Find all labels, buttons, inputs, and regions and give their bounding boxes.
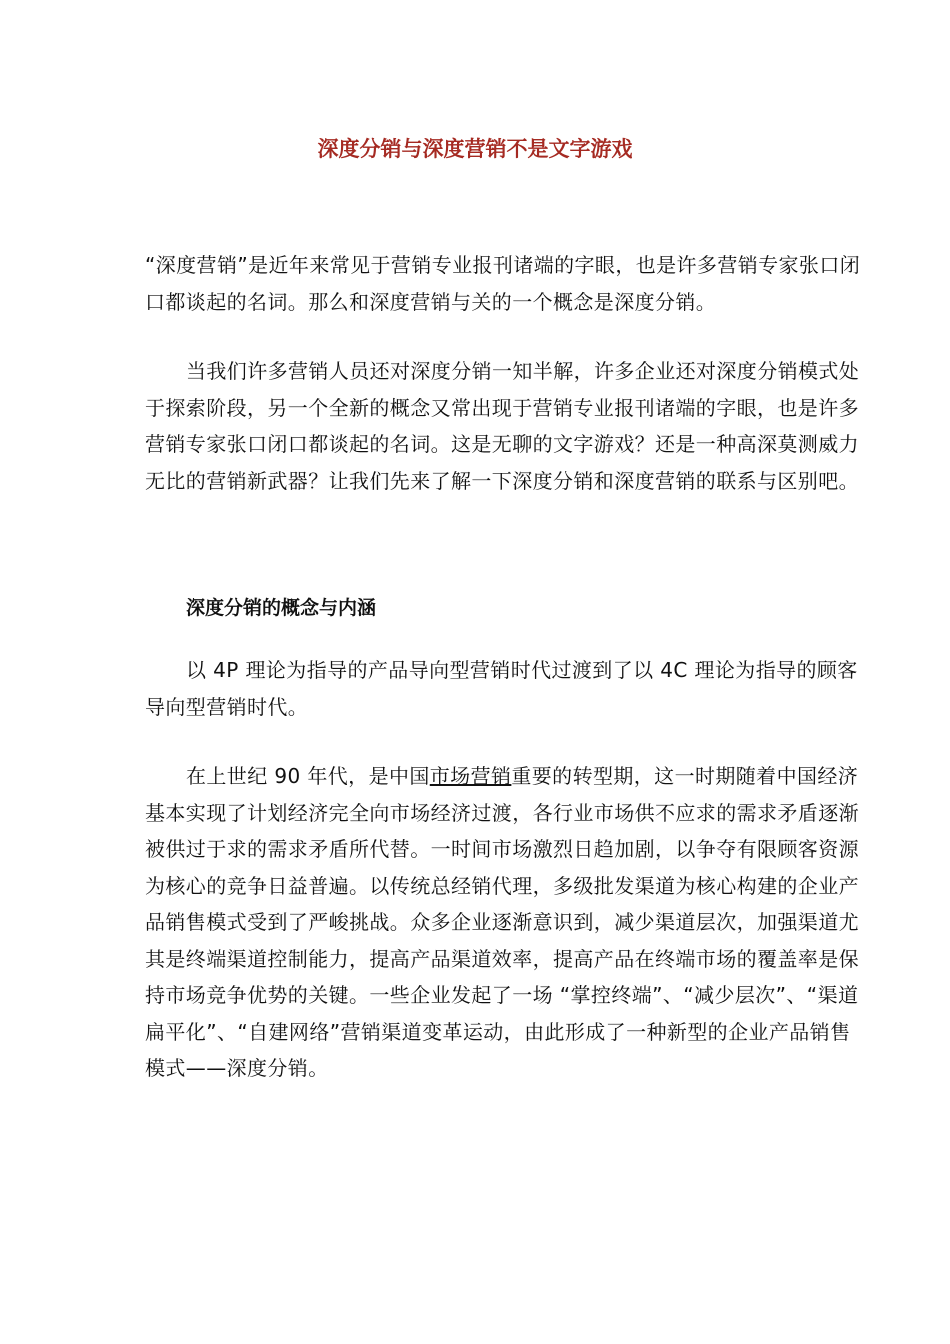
paragraph-history — [145, 758, 870, 1087]
document-title: 深度分销与深度营销不是文字游戏 — [317, 136, 633, 161]
paragraph-4p-4c: 以 4P 理论为指导的产品导向型营销时代过渡到了以 4C 理论为指导的顾客导向型营销时代。 — [145, 658, 858, 719]
marketing-link[interactable]: 市场营销 — [429, 764, 512, 788]
history-text-start: 在上世纪 90 年代，是中国 — [186, 764, 430, 788]
paragraph-intro: “深度营销”是近年来常见于营销专业报刊诸端的字眼，也是许多营销专家张口闭口都谈起的名词。那么和深度营销与关的一个概念是深度分销。 — [145, 253, 861, 314]
history-text-rest: 重要的转型期，这一时期随着中国经济基本实现了计划经济完全向市场经济过渡，各行业市场供不应求的需求矛盾逐渐被供过于求的需求矛盾所代替。一时间市场激烈日趋加剧，以争夺有限顾客资源为核心的竞争日益普遍。以传统总经销代理，多级批发渠道为核心构建的企业产品销售模式受到了严峻挑战。众多企业逐渐意识到，减少渠道层次，加强渠道尤其是终端渠道控制能力，提高产品渠道效率，提高产品在终端市场的覆盖率是保持市场竞争优势的关键。一些企业发起了一场 “掌控终端”、“减少层次”、“渠道扁平化”、“自建网络”营销渠道变革运动，由此形成了一种新型的企业产品销售模式——深度分销。 — [145, 764, 859, 1080]
paragraph-question: 当我们许多营销人员还对深度分销一知半解，许多企业还对深度分销模式处于探索阶段，另一个全新的概念又常出现于营销专业报刊诸端的字眼，也是许多营销专家张口闭口都谈起的名词。这是无聊的文字游戏？还是一种高深莫测威力无比的营销新武器？让我们先来了解一下深度分销和深度营销的联系与区别吧。 — [145, 359, 860, 493]
section-heading: 深度分销的概念与内涵 — [186, 597, 377, 619]
